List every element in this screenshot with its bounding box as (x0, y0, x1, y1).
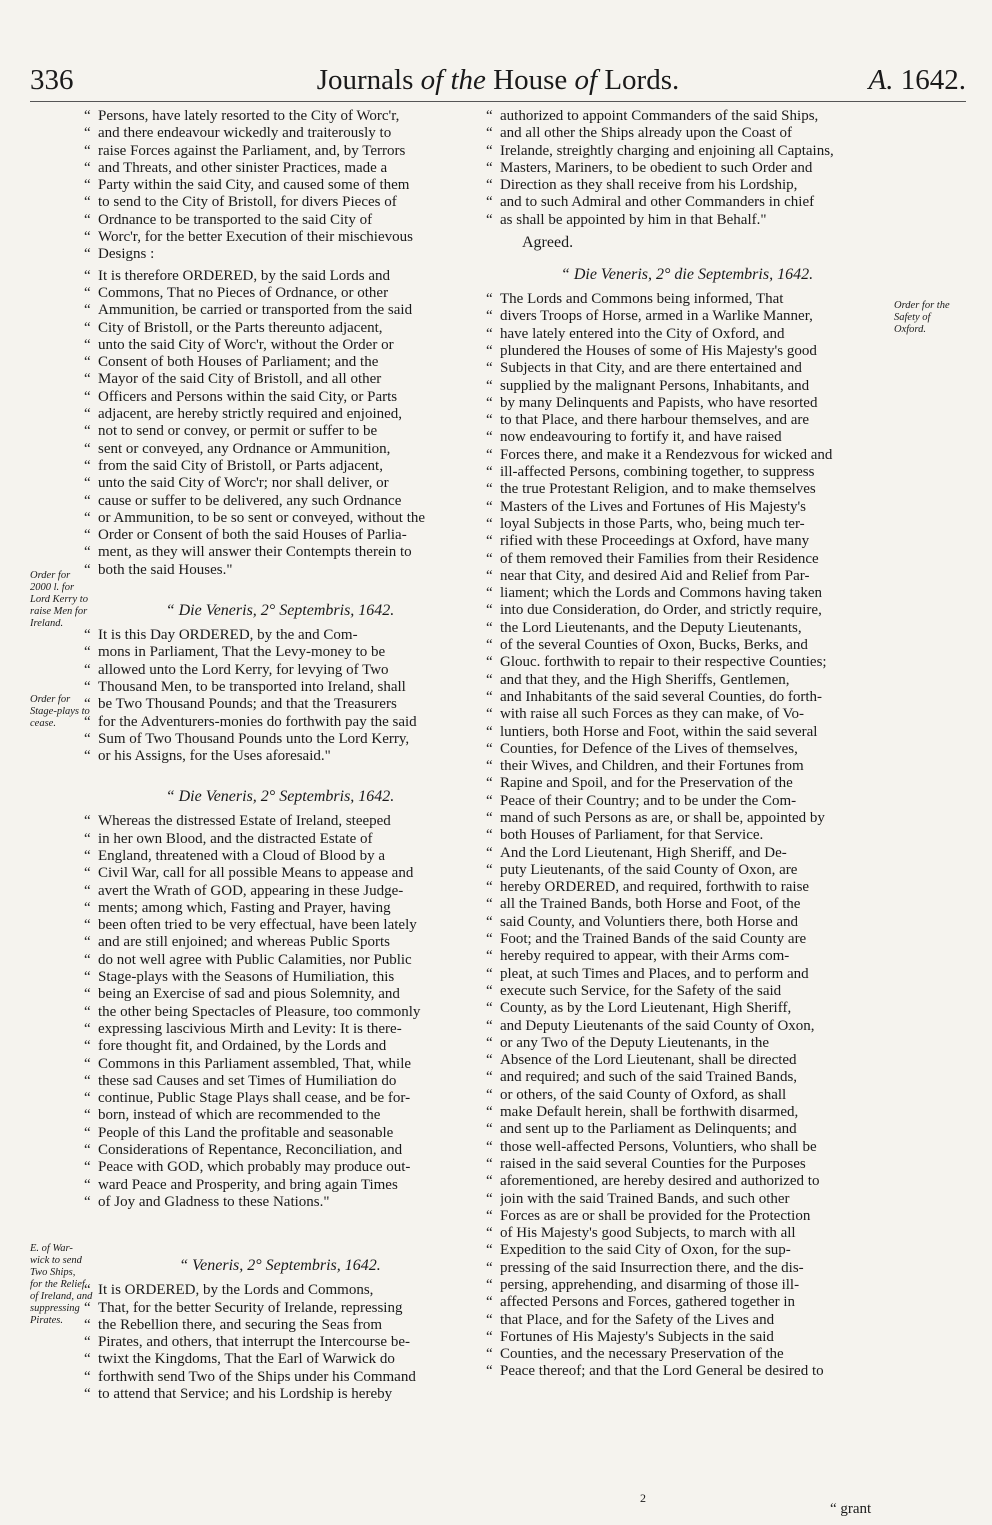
paragraph (84, 813, 476, 1211)
text-line: “ Peace with GOD, which probably may produce out- (98, 1159, 476, 1176)
running-title (30, 64, 966, 97)
note-line: Order for the (894, 300, 950, 311)
text-line: “ the Rebellion there, and securing the Seas from (98, 1317, 476, 1334)
text-line: “ or any Two of the Deputy Lieutenants, in the (500, 1035, 888, 1052)
text-line: “ Counties, and the necessary Preservation of the (500, 1346, 888, 1363)
text-line: “ Fortunes of His Majesty's Subjects in the said (500, 1329, 888, 1346)
text-line: “ Commons, That no Pieces of Ordnance, or other (98, 285, 476, 302)
paragraph (486, 291, 888, 845)
note-line: for the Relief (30, 1279, 85, 1290)
text-line: “ born, instead of which are recommended to the (98, 1107, 476, 1124)
text-line: “ mons in Parliament, That the Levy-money to be (98, 644, 476, 661)
paragraph (84, 108, 476, 264)
year-prefix: A. (868, 64, 894, 96)
title-word: of (574, 64, 598, 96)
text-line: “ Designs : (98, 246, 476, 263)
text-line: “ be Two Thousand Pounds; and that the Treasurers (98, 696, 476, 713)
text-line: “ Masters of the Lives and Fortunes of His Majesty's (500, 499, 888, 516)
left-column (84, 108, 476, 1403)
text-line: “ to that Place, and there harbour themselves, and are (500, 412, 888, 429)
text-line: “ and to such Admiral and other Commanders in chief (500, 194, 888, 211)
text-line: “ the other being Spectacles of Pleasure, too commonly (98, 1004, 476, 1021)
text-line: “ Irelande, streightly charging and enjoining all Captains, (500, 143, 888, 160)
text-line: “ continue, Public Stage Plays shall cease, and be for- (98, 1090, 476, 1107)
text-line: “ Persons, have lately resorted to the City of Worc'r, (98, 108, 476, 125)
marginal-note (30, 1243, 92, 1327)
text-line: “ and Inhabitants of the said several Counties, do forth- (500, 689, 888, 706)
text-line: “ to attend that Service; and his Lordship is hereby (98, 1386, 476, 1403)
text-line: “ have lately entered into the City of Oxford, and (500, 326, 888, 343)
text-line: “ and Deputy Lieutenants of the said County of Oxon, (500, 1018, 888, 1035)
note-line: E. of War- (30, 1243, 73, 1254)
text-line: “ as shall be appointed by him in that Behalf." (500, 212, 888, 229)
text-line: “ authorized to appoint Commanders of the said Ships, (500, 108, 888, 125)
text-line: “ England, threatened with a Cloud of Blood by a (98, 848, 476, 865)
text-line: “ of the several Counties of Oxon, Bucks, Berks, and (500, 637, 888, 654)
text-line: “ and there endeavour wickedly and traiterously to (98, 125, 476, 142)
note-line: raise Men for (30, 606, 88, 617)
text-line: “ of them removed their Families from their Residence (500, 551, 888, 568)
text-line: “ now endeavouring to fortify it, and have raised (500, 429, 888, 446)
text-line: “ or others, of the said County of Oxford, as shall (500, 1087, 888, 1104)
note-line: suppressing (30, 1303, 80, 1314)
text-line: “ and all other the Ships already upon the Coast of (500, 125, 888, 142)
text-line: “ cause or suffer to be delivered, any such Ordnance (98, 493, 476, 510)
text-line: “ avert the Wrath of GOD, appearing in these Judge- (98, 883, 476, 900)
marginal-note (30, 694, 90, 730)
note-line: Oxford. (894, 324, 926, 335)
text-line: “ or his Assigns, for the Uses aforesaid." (98, 748, 476, 765)
text-line: “ ments; among which, Fasting and Prayer, having (98, 900, 476, 917)
text-line: “ Direction as they shall receive from his Lordship, (500, 177, 888, 194)
text-line: “ Sum of Two Thousand Pounds unto the Lord Kerry, (98, 731, 476, 748)
text-line: “ luntiers, both Horse and Foot, within the said several (500, 724, 888, 741)
text-line: “ Expedition to the said City of Oxon, for the sup- (500, 1242, 888, 1259)
text-line: “ supplied by the malignant Persons, Inhabitants, and (500, 378, 888, 395)
text-line: “ into due Consideration, do Order, and strictly require, (500, 602, 888, 619)
header-rule (30, 101, 966, 102)
text-line: “ Ordnance to be transported to the said City of (98, 212, 476, 229)
text-line: “ ward Peace and Prosperity, and bring again Times (98, 1177, 476, 1194)
marginal-note (894, 300, 950, 336)
text-line: “ persing, apprehending, and disarming of those ill- (500, 1277, 888, 1294)
marginal-note (30, 570, 88, 630)
page-number: 336 (30, 64, 74, 96)
note-line: cease. (30, 718, 56, 729)
text-line: “ The Lords and Commons being informed, That (500, 291, 888, 308)
dateline: “ Die Veneris, 2° die Septembris, 1642. (560, 266, 814, 284)
note-line: of Ireland, and (30, 1291, 93, 1302)
text-line: “ and required; and such of the said Trained Bands, (500, 1069, 888, 1086)
text-line: “ do not well agree with Public Calamities, nor Public (98, 952, 476, 969)
text-line: “ unto the said City of Worc'r; nor shall deliver, or (98, 475, 476, 492)
text-line: “ Peace of their Country; and to be under the Com- (500, 793, 888, 810)
text-line: “ It is ORDERED, by the Lords and Commons, (98, 1282, 476, 1299)
text-line: “ of His Majesty's good Subjects, to march with all (500, 1225, 888, 1242)
text-line: “ being an Exercise of sad and pious Solemnity, and (98, 986, 476, 1003)
text-line: “ for the Adventurers-monies do forthwith pay the said (98, 714, 476, 731)
note-line: Lord Kerry to (30, 594, 88, 605)
text-line: “ Peace thereof; and that the Lord General be desired to (500, 1363, 888, 1380)
note-line: wick to send (30, 1255, 82, 1266)
title-word: of (420, 64, 444, 96)
text-line: “ and that they, and the High Sheriffs, Gentlemen, (500, 672, 888, 689)
text-line: “ County, as by the Lord Lieutenant, High Sheriff, (500, 1000, 888, 1017)
title-word: House (493, 64, 568, 96)
text-line: “ Worc'r, for the better Execution of their mischievous (98, 229, 476, 246)
text-line: “ both Houses of Parliament, for that Service. (500, 827, 888, 844)
text-line: “ and sent up to the Parliament as Delinquents; and (500, 1121, 888, 1138)
text-line: “ Order or Consent of both the said Houses of Parlia- (98, 527, 476, 544)
text-line: “ both the said Houses." (98, 562, 476, 579)
text-line: “ and Threats, and other sinister Practices, made a (98, 160, 476, 177)
text-line: “ execute such Service, for the Safety of the said (500, 983, 888, 1000)
text-line: “ these sad Causes and set Times of Humiliation do (98, 1073, 476, 1090)
text-line: “ plundered the Houses of some of His Majesty's good (500, 343, 888, 360)
dateline: “ Die Veneris, 2° Septembris, 1642. (165, 788, 395, 806)
text-line: “ And the Lord Lieutenant, High Sheriff, and De- (500, 845, 888, 862)
text-line: “ aforementioned, are hereby desired and authorized to (500, 1173, 888, 1190)
text-line: “ and are still enjoined; and whereas Public Sports (98, 934, 476, 951)
text-line: “ Civil War, call for all possible Means to appease and (98, 865, 476, 882)
text-line: “ Considerations of Repentance, Reconciliation, and (98, 1142, 476, 1159)
text-line: “ allowed unto the Lord Kerry, for levying of Two (98, 662, 476, 679)
text-line: “ the true Protestant Religion, and to make themselves (500, 481, 888, 498)
note-line: Safety of (894, 312, 931, 323)
text-line: “ Foot; and the Trained Bands of the said County are (500, 931, 888, 948)
text-line: “ unto the said City of Worc'r, without the Order or (98, 337, 476, 354)
text-line: “ Absence of the Lord Lieutenant, shall be directed (500, 1052, 888, 1069)
note-line: Stage-plays to (30, 706, 90, 717)
paragraph (486, 108, 888, 229)
text-line: “ It is this Day ORDERED, by the and Com- (98, 627, 476, 644)
text-line: “ Commons in this Parliament assembled, That, while (98, 1056, 476, 1073)
text-line: “ liament; which the Lords and Commons having taken (500, 585, 888, 602)
text-line: “ their Wives, and Children, and their Fortunes from (500, 758, 888, 775)
text-line: “ City of Bristoll, or the Parts thereunto adjacent, (98, 320, 476, 337)
text-line: “ pleat, at such Times and Places, and to perform and (500, 966, 888, 983)
text-line: “ forthwith send Two of the Ships under his Command (98, 1369, 476, 1386)
text-line: “ That, for the better Security of Irelande, repressing (98, 1300, 476, 1317)
text-line: “ Stage-plays with the Seasons of Humiliation, this (98, 969, 476, 986)
text-line: “ loyal Subjects in those Parts, who, being much ter- (500, 516, 888, 533)
page-header (30, 64, 966, 104)
note-line: Pirates. (30, 1315, 63, 1326)
note-line: Order for (30, 570, 71, 581)
agreed-note: Agreed. (522, 234, 574, 252)
text-line: “ the Lord Lieutenants, and the Deputy Lieutenants, (500, 620, 888, 637)
text-line: “ Consent of both Houses of Parliament; and the (98, 354, 476, 371)
text-line: “ pressing of the said Insurrection there, and the dis- (500, 1260, 888, 1277)
title-word: Journals (316, 64, 414, 96)
text-line: “ join with the said Trained Bands, and such other (500, 1191, 888, 1208)
text-line: “ not to send or convey, or permit or suffer to be (98, 423, 476, 440)
signature-mark: 2 (640, 1491, 646, 1505)
text-line: “ with raise all such Forces as they can make, of Vo- (500, 706, 888, 723)
text-line: “ divers Troops of Horse, armed in a Warlike Manner, (500, 308, 888, 325)
text-line: “ Pirates, and others, that interrupt the Intercourse be- (98, 1334, 476, 1351)
text-line: “ all the Trained Bands, both Horse and Foot, of the (500, 896, 888, 913)
text-line: “ raised in the said several Counties for the Purposes (500, 1156, 888, 1173)
note-line: 2000 l. for (30, 582, 75, 593)
catchword: “ grant (830, 1501, 872, 1517)
text-line: “ hereby ORDERED, and required, forthwith to raise (500, 879, 888, 896)
text-line: “ It is therefore ORDERED, by the said Lords and (98, 268, 476, 285)
text-line: “ puty Lieutenants, of the said County of Oxon, are (500, 862, 888, 879)
text-line: “ raise Forces against the Parliament, and, by Terrors (98, 143, 476, 160)
text-line: “ Subjects in that City, and are there entertained and (500, 360, 888, 377)
text-line: “ of Joy and Gladness to these Nations." (98, 1194, 476, 1211)
text-line: “ Mayor of the said City of Bristoll, and all other (98, 371, 476, 388)
text-line: “ to send to the City of Bristoll, for divers Pieces of (98, 194, 476, 211)
paragraph (84, 1282, 476, 1403)
year-heading (869, 64, 966, 97)
text-line: “ those well-affected Persons, Voluntiers, who shall be (500, 1139, 888, 1156)
text-line: “ sent or conveyed, any Ordnance or Ammunition, (98, 441, 476, 458)
text-line: “ said County, and Voluntiers there, both Horse and (500, 914, 888, 931)
text-line: “ Glouc. forthwith to repair to their respective Counties; (500, 654, 888, 671)
text-line: “ ment, as they will answer their Contempts therein to (98, 544, 476, 561)
text-line: “ Masters, Mariners, to be obedient to such Order and (500, 160, 888, 177)
year: 1642. (900, 64, 966, 96)
text-line: “ Party within the said City, and caused some of them (98, 177, 476, 194)
text-line: “ Rapine and Spoil, and for the Preservation of the (500, 775, 888, 792)
title-word: the (450, 64, 486, 96)
text-line: “ from the said City of Bristoll, or Parts adjacent, (98, 458, 476, 475)
right-column (486, 108, 888, 1381)
note-line: Ireland. (30, 618, 64, 629)
text-line: “ Thousand Men, to be transported into Ireland, shall (98, 679, 476, 696)
note-line: Two Ships, (30, 1267, 76, 1278)
text-line: “ Forces there, and make it a Rendezvous for wicked and (500, 447, 888, 464)
paragraph (84, 268, 476, 579)
text-line: “ Officers and Persons within the said City, or Parts (98, 389, 476, 406)
text-line: “ mand of such Persons as are, or shall be, appointed by (500, 810, 888, 827)
text-line: “ Forces as are or shall be provided for the Protection (500, 1208, 888, 1225)
text-line: “ Whereas the distressed Estate of Ireland, steeped (98, 813, 476, 830)
text-line: “ expressing lascivious Mirth and Levity: It is there- (98, 1021, 476, 1038)
text-line: “ or Ammunition, to be so sent or conveyed, without the (98, 510, 476, 527)
text-line: “ by many Delinquents and Papists, who have resorted (500, 395, 888, 412)
text-line: “ affected Persons and Forces, gathered together in (500, 1294, 888, 1311)
text-line: “ hereby required to appear, with their Arms com- (500, 948, 888, 965)
note-line: Order for (30, 694, 71, 705)
text-line: “ Counties, for Defence of the Lives of themselves, (500, 741, 888, 758)
text-line: “ fore thought fit, and Ordained, by the Lords and (98, 1038, 476, 1055)
text-line: “ rified with these Proceedings at Oxford, have many (500, 533, 888, 550)
text-line: “ ill-affected Persons, combining together, to suppress (500, 464, 888, 481)
text-line: “ make Default herein, shall be forthwith disarmed, (500, 1104, 888, 1121)
paragraph (486, 845, 888, 1381)
text-line: “ that Place, and for the Safety of the Lives and (500, 1312, 888, 1329)
dateline: “ Die Veneris, 2° Septembris, 1642. (165, 602, 395, 620)
title-word: Lords. (604, 64, 680, 96)
text-line: “ in her own Blood, and the distracted Estate of (98, 831, 476, 848)
dateline: “ Veneris, 2° Septembris, 1642. (179, 1257, 381, 1275)
text-line: “ been often tried to be very effectual, have been lately (98, 917, 476, 934)
text-line: “ Ammunition, be carried or transported from the said (98, 302, 476, 319)
paragraph (84, 627, 476, 765)
text-line: “ twixt the Kingdoms, That the Earl of Warwick do (98, 1351, 476, 1368)
text-line: “ adjacent, are hereby strictly required and enjoined, (98, 406, 476, 423)
text-line: “ near that City, and desired Aid and Relief from Par- (500, 568, 888, 585)
text-line: “ People of this Land the profitable and seasonable (98, 1125, 476, 1142)
